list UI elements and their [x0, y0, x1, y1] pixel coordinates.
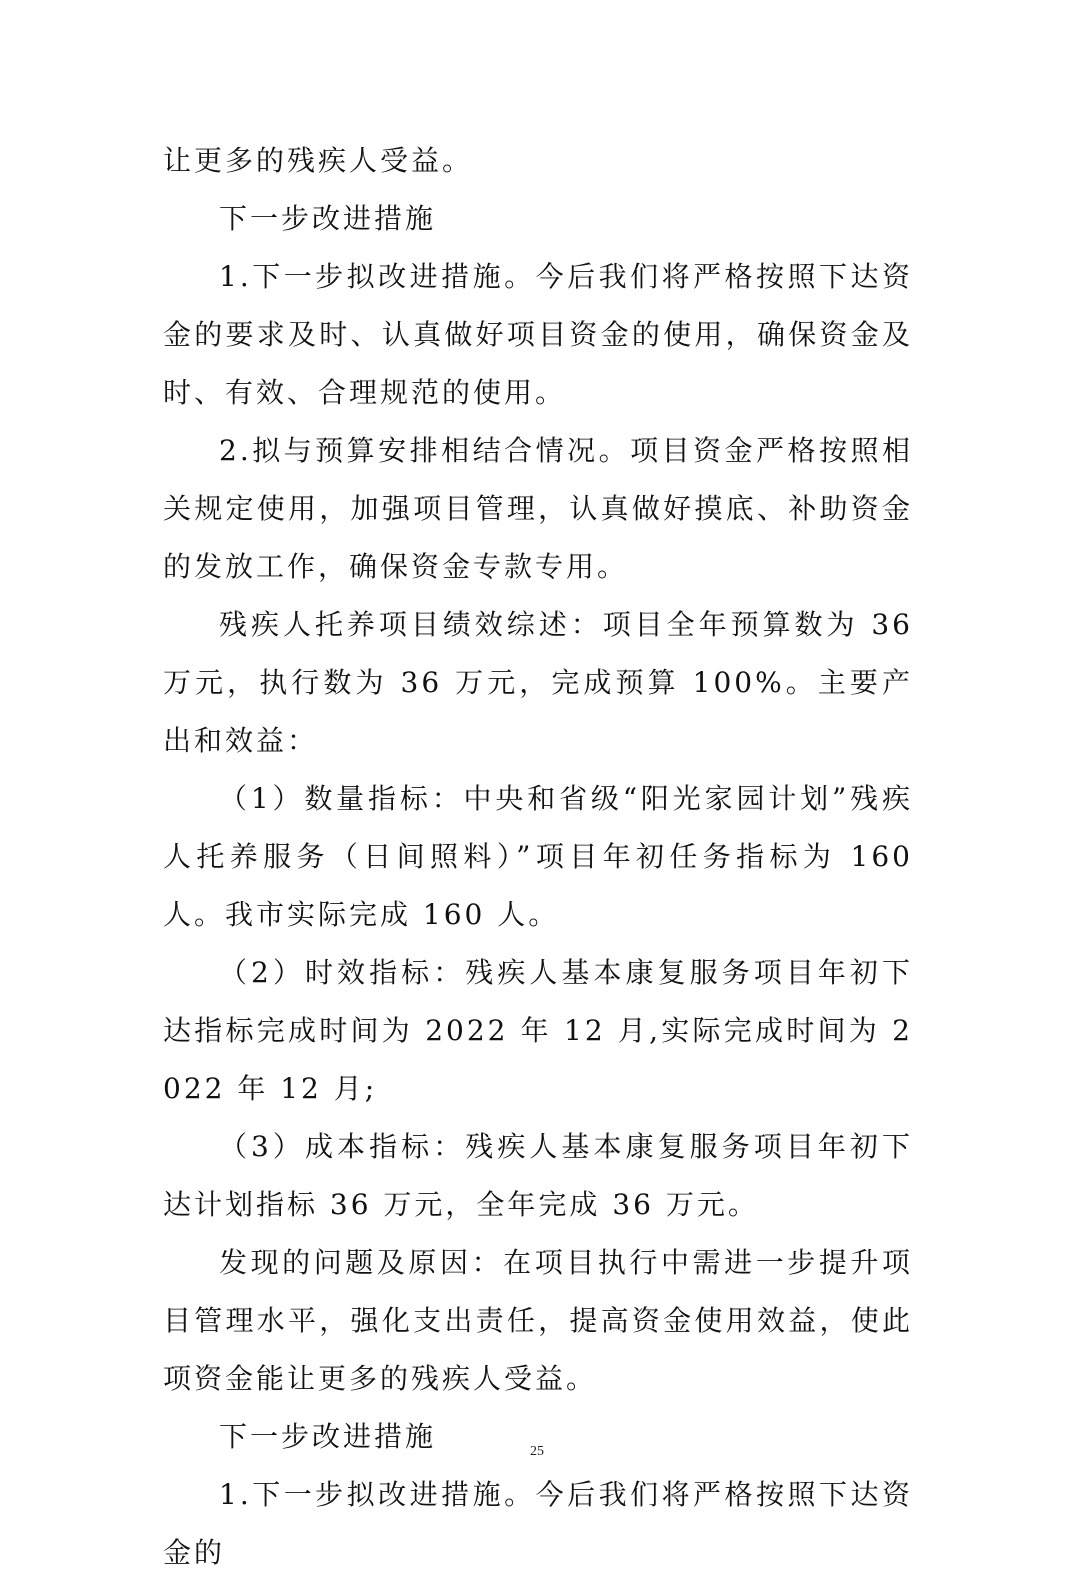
paragraph-continuation: 让更多的残疾人受益。 — [163, 144, 474, 177]
paragraph-quantity-indicator: （1）数量指标：中央和省级“阳光家园计划”残疾人托养服务（日间照料）”项目年初任务指标为 160 人。我市实际完成 160 人。 — [163, 782, 913, 931]
paragraph-improvement-1-repeat: 1.下一步拟改进措施。今后我们将严格按照下达资金的 — [163, 1478, 913, 1569]
paragraph-heading-improvement: 下一步改进措施 — [219, 202, 437, 235]
paragraph-improvement-1: 1.下一步拟改进措施。今后我们将严格按照下达资金的要求及时、认真做好项目资金的使用，确保资金及时、有效、合理规范的使用。 — [163, 260, 913, 409]
paragraph-cost-indicator: （3）成本指标：残疾人基本康复服务项目年初下达计划指标 36 万元，全年完成 36 万元。 — [163, 1130, 913, 1221]
page-number: 25 — [530, 1444, 544, 1459]
paragraph-improvement-2: 2.拟与预算安排相结合情况。项目资金严格按照相关规定使用，加强项目管理，认真做好摸底、补助资金的发放工作，确保资金专款专用。 — [163, 434, 913, 583]
paragraph-problems: 发现的问题及原因：在项目执行中需进一步提升项目管理水平，强化支出责任，提高资金使用效益，使此项资金能让更多的残疾人受益。 — [163, 1246, 913, 1395]
paragraph-timeliness-indicator: （2）时效指标：残疾人基本康复服务项目年初下达指标完成时间为 2022 年 12 月,实际完成时间为 2022 年 12 月; — [163, 956, 913, 1105]
document-body — [163, 132, 913, 1582]
paragraph-performance-summary: 残疾人托养项目绩效综述：项目全年预算数为 36 万元，执行数为 36 万元，完成预算 100%。主要产出和效益： — [163, 608, 913, 757]
paragraph-heading-improvement-2: 下一步改进措施 — [219, 1420, 437, 1453]
